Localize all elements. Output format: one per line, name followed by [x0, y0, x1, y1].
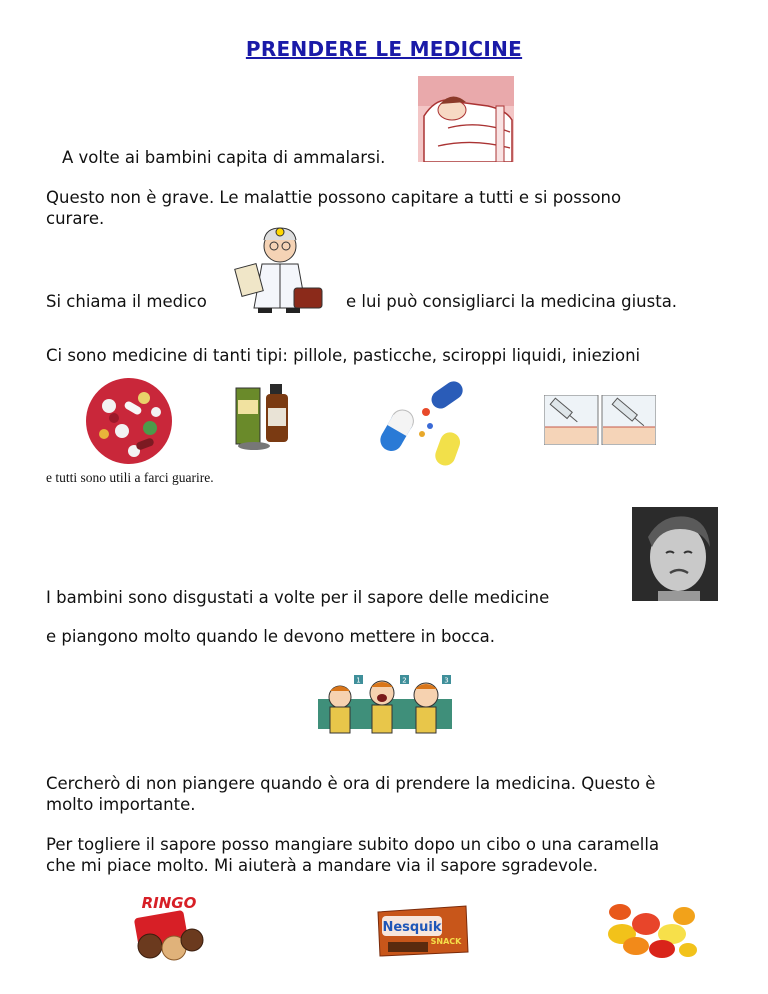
panel-number-2: 2 [402, 676, 407, 685]
doctor-image [228, 222, 328, 314]
paragraph-medicine-types: Ci sono medicine di tanti tipi: pillole, pasticche, sciroppi liquidi, iniezioni [46, 346, 641, 365]
injection-image [544, 395, 656, 445]
paragraph-sick: A volte ai bambini capita di ammalarsi. [62, 148, 386, 167]
nesquik-logo: Nesquik [382, 920, 442, 935]
crying-girl-photo [632, 507, 718, 601]
paragraph-not-serious-2: curare. [46, 209, 105, 228]
page-title: PRENDERE LE MEDICINE [245, 37, 523, 61]
nesquik-sub-label: SNACK [430, 937, 462, 946]
ringo-biscuits-image [126, 890, 212, 962]
nesquik-snack-image [374, 900, 470, 960]
paragraph-dont-cry-1: Cercherò di non piangere quando è ora di prendere la medicina. Questo è [46, 774, 656, 793]
panel-number-3: 3 [444, 676, 449, 685]
paragraph-dont-cry-2: molto importante. [46, 795, 196, 814]
pills-image [84, 376, 174, 466]
sick-child-image [418, 76, 514, 162]
paragraph-doctor-right: e lui può consigliarci la medicina giusta. [346, 292, 678, 311]
paragraph-remove-taste-1: Per togliere il sapore posso mangiare subito dopo un cibo o una caramella [46, 835, 660, 854]
paragraph-disgusted: I bambini sono disgustati a volte per il sapore delle medicine [46, 588, 550, 607]
paragraph-doctor-left: Si chiama il medico [46, 292, 207, 311]
paragraph-remove-taste-2: che mi piace molto. Mi aiuterà a mandare via il sapore sgradevole. [46, 856, 599, 875]
paragraph-all-useful: e tutti sono utili a farci guarire. [46, 470, 214, 485]
syrup-image [232, 380, 304, 452]
paragraph-not-serious-1: Questo non è grave. Le malattie possono capitare a tutti e si possono [46, 188, 622, 207]
paragraph-crying: e piangono molto quando le devono mettere in bocca. [46, 627, 496, 646]
panel-number-1: 1 [356, 676, 361, 685]
gummy-candies-image [602, 894, 698, 960]
ringo-logo: RINGO [141, 894, 197, 912]
crying-kids-image [318, 673, 452, 741]
capsules-image [370, 378, 470, 470]
